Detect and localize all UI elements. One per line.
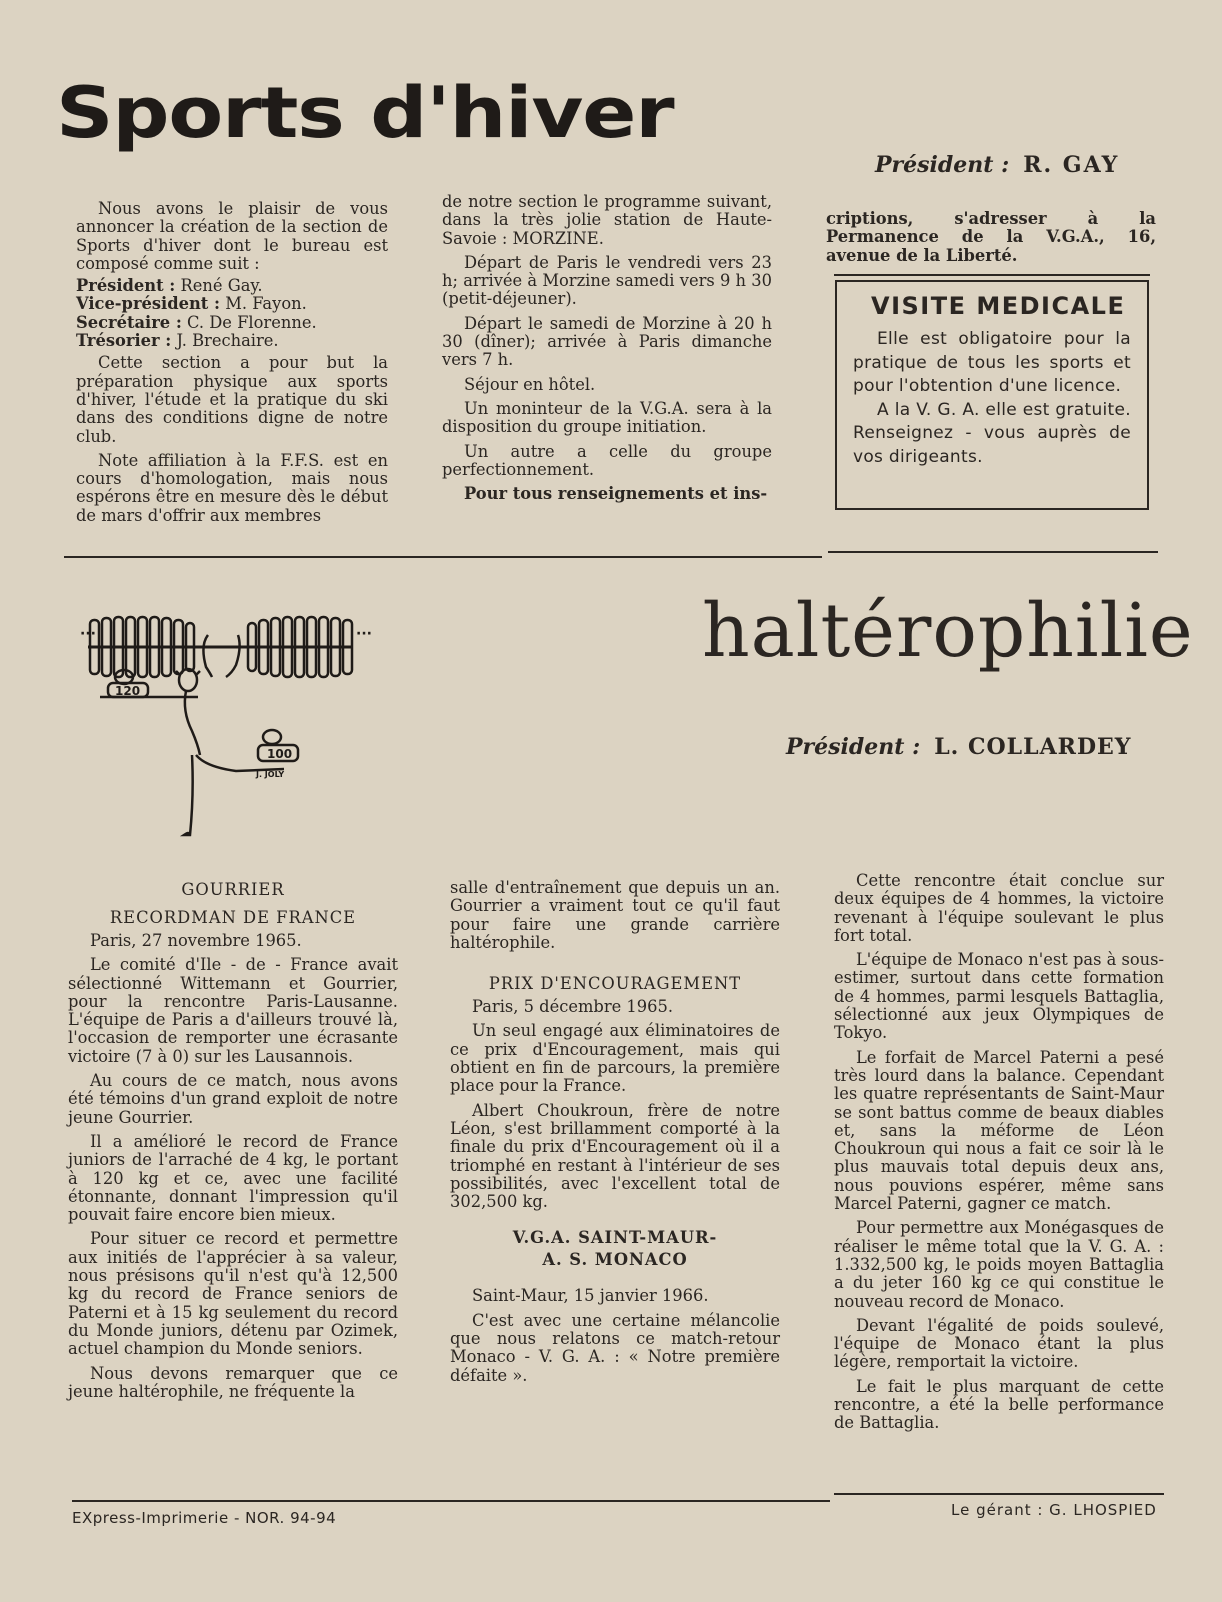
officer-line: Secrétaire : C. De Florenne.: [76, 312, 317, 332]
paragraph: Séjour en hôtel.: [464, 374, 596, 394]
paragraph: Devant l'égalité de poids soulevé, l'équipe de Monaco étant la plus légère, remportait la victoire.: [834, 1315, 1164, 1372]
paragraph: criptions, s'adresser à la Permanence de la V.G.A., 16, avenue de la Liberté.: [826, 209, 1156, 265]
sports-column-1: [76, 200, 388, 531]
box-paragraph: Elle est obligatoire pour la pratique de tous les sports et pour l'obtention d'une licence.: [853, 329, 1131, 396]
paragraph: Le fait le plus marquant de cette rencontre, a été la belle performance de Battaglia.: [834, 1376, 1164, 1433]
officer-line: Trésorier : J. Brechaire.: [76, 331, 279, 351]
footer-rule: [834, 1493, 1164, 1495]
paragraph: Pour situer ce record et permettre aux initiés de l'apprécier à sa valeur, nous présisons qu'il n'est qu'à 12,500 kg du record de France seniors de Paterni et à 15 kg seulement du record du Monde juniors, détenu par Ozimek, actuel champion du Monde seniors.: [68, 1229, 398, 1359]
paragraph: C'est avec une certaine mélancolie que nous relatons ce match-retour Monaco - V. G. A. : « Notre première défaite ».: [450, 1310, 780, 1385]
svg-text:···: ···: [80, 626, 96, 642]
president-label: Président :: [786, 734, 921, 760]
paragraph: Pour tous renseignements et ins-: [464, 484, 768, 504]
president-name: L. COLLARDEY: [934, 734, 1132, 760]
article-heading: PRIX D'ENCOURAGEMENT: [488, 974, 742, 994]
president-label: Président :: [875, 152, 1010, 178]
box-top-rule: [834, 274, 1150, 276]
paragraph: de notre section le programme suivant, dans la très jolie station de Haute-Savoie : MORZINE.: [442, 192, 772, 248]
paragraph: Le comité d'Ile - de - France avait sélectionné Wittemann et Gourrier, pour la rencontre Paris-Lausanne. L'équipe de Paris a d'ailleurs trouvé là, l'occasion de remporter une écrasante victoire (7 à 0) sur les Lausannois.: [68, 955, 398, 1066]
sports-president-line: [875, 152, 1119, 178]
paragraph: Albert Choukroun, frère de notre Léon, s'est brillamment comporté à la finale du prix d'Encouragement où il a triomphé en restant à l'intérieur de ses possibilités, avec l'excellent total de 302,500 kg.: [450, 1100, 780, 1212]
officers-list: [76, 277, 388, 350]
dateline: Paris, 5 décembre 1965.: [472, 997, 674, 1017]
svg-text:···: ···: [356, 626, 372, 642]
section-divider: [64, 556, 822, 558]
dateline: Saint-Maur, 15 janvier 1966.: [472, 1286, 709, 1306]
halt-column-3: [834, 872, 1164, 1439]
halt-column-2: [450, 879, 780, 1391]
section-title-sports: Sports d'hiver: [56, 72, 674, 154]
article-heading: V.G.A. SAINT-MAUR-: [512, 1228, 718, 1248]
sports-column-3: [826, 210, 1156, 271]
printer-imprint: EXpress-Imprimerie - NOR. 94-94: [72, 1509, 337, 1527]
paragraph: Un moninteur de la V.G.A. sera à la disposition du groupe initiation.: [442, 398, 772, 437]
halt-president-line: [786, 734, 1132, 760]
article-heading: RECORDMAN DE FRANCE: [109, 908, 357, 927]
paragraph: Nous avons le plaisir de vous annoncer la création de la section de Sports d'hiver dont le bureau est composé comme suit :: [76, 199, 388, 273]
president-name: R. GAY: [1023, 152, 1120, 178]
paragraph: Note affiliation à la F.F.S. est en cours d'homologation, mais nous espérons être en mesure dès le début de mars d'offrir aux membres: [76, 450, 388, 525]
paragraph: Un seul engagé aux éliminatoires de ce prix d'Encouragement, mais qui obtient en fin de parcours, la première place pour la France.: [450, 1021, 780, 1096]
halt-column-1: [68, 876, 398, 1407]
paragraph: Cette rencontre était conclue sur deux équipes de 4 hommes, la victoire revenant à l'équipe soulevant le plus fort total.: [834, 871, 1164, 945]
paragraph: Départ de Paris le vendredi vers 23 h; arrivée à Morzine samedi vers 9 h 30 (petit-déjeuner).: [442, 252, 772, 309]
weightlifter-illustration: [58, 605, 398, 855]
publisher-manager: Le gérant : G. LHOSPIED: [951, 1501, 1157, 1519]
paragraph: Il a amélioré le record de France juniors de l'arraché de 4 kg, le portant à 120 kg et ce, avec une facilité étonnante, donnant l'impression qu'il pouvait faire encore bien mieux.: [68, 1131, 398, 1225]
paragraph: Le forfait de Marcel Paterni a pesé très lourd dans la balance. Cependant les quatre représentants de Saint-Maur se sont battus comme de beaux diables et, sans la méforme de Léon Choukroun qui nous a fait ce soir là le plus mauvais total depuis deux ans, nous pouvions espérer, même sans Marcel Paterni, gagner ce match.: [834, 1047, 1164, 1214]
paragraph: Départ le samedi de Morzine à 20 h 30 (dîner); arrivée à Paris dimanche vers 7 h.: [442, 313, 772, 370]
visite-medicale-box: [835, 280, 1149, 510]
paragraph: Au cours de ce match, nous avons été témoins d'un grand exploit de notre jeune Gourrier.: [68, 1071, 398, 1127]
sports-column-2: [442, 193, 772, 509]
box-title: VISITE MEDICALE: [871, 292, 1126, 320]
section-divider: [828, 551, 1158, 553]
paragraph: Un autre a celle du groupe perfectionnement.: [442, 441, 772, 479]
officer-line: Président : René Gay.: [76, 276, 263, 296]
paragraph: salle d'entraînement que depuis un an. Gourrier a vraiment tout ce qu'il faut pour faire une grande carrière haltérophile.: [450, 878, 780, 952]
box-paragraph: A la V. G. A. elle est gratuite. Renseignez - vous auprès de vos dirigeants.: [853, 399, 1131, 467]
weight-label-left: 120: [115, 684, 141, 698]
artist-signature: J. JOLY: [256, 770, 285, 779]
paragraph: Nous devons remarquer que ce jeune haltérophile, ne fréquente la: [68, 1363, 398, 1401]
dateline: Paris, 27 novembre 1965.: [90, 931, 302, 950]
article-heading: A. S. MONACO: [542, 1250, 688, 1270]
paragraph: Pour permettre aux Monégasques de réaliser le même total que la V. G. A. : 1.332,500 kg, le poids moyen Battaglia a du jeter 160 kg ce qui constitue le nouveau record de Monaco.: [834, 1218, 1164, 1311]
paragraph: Cette section a pour but la préparation physique aux sports d'hiver, l'étude et la pratique du ski dans des conditions digne de notre club.: [76, 353, 388, 446]
weight-label-right: 100: [267, 747, 293, 761]
paragraph: L'équipe de Monaco n'est pas à sous-estimer, surtout dans cette formation de 4 hommes, parmi lesquels Battaglia, sélectionné aux jeux Olympiques de Tokyo.: [834, 950, 1164, 1043]
footer-rule: [72, 1500, 830, 1502]
officer-line: Vice-président : M. Fayon.: [76, 294, 307, 314]
article-heading: GOURRIER: [181, 880, 285, 899]
section-title-halterophilie: haltérophilie: [702, 588, 1194, 674]
